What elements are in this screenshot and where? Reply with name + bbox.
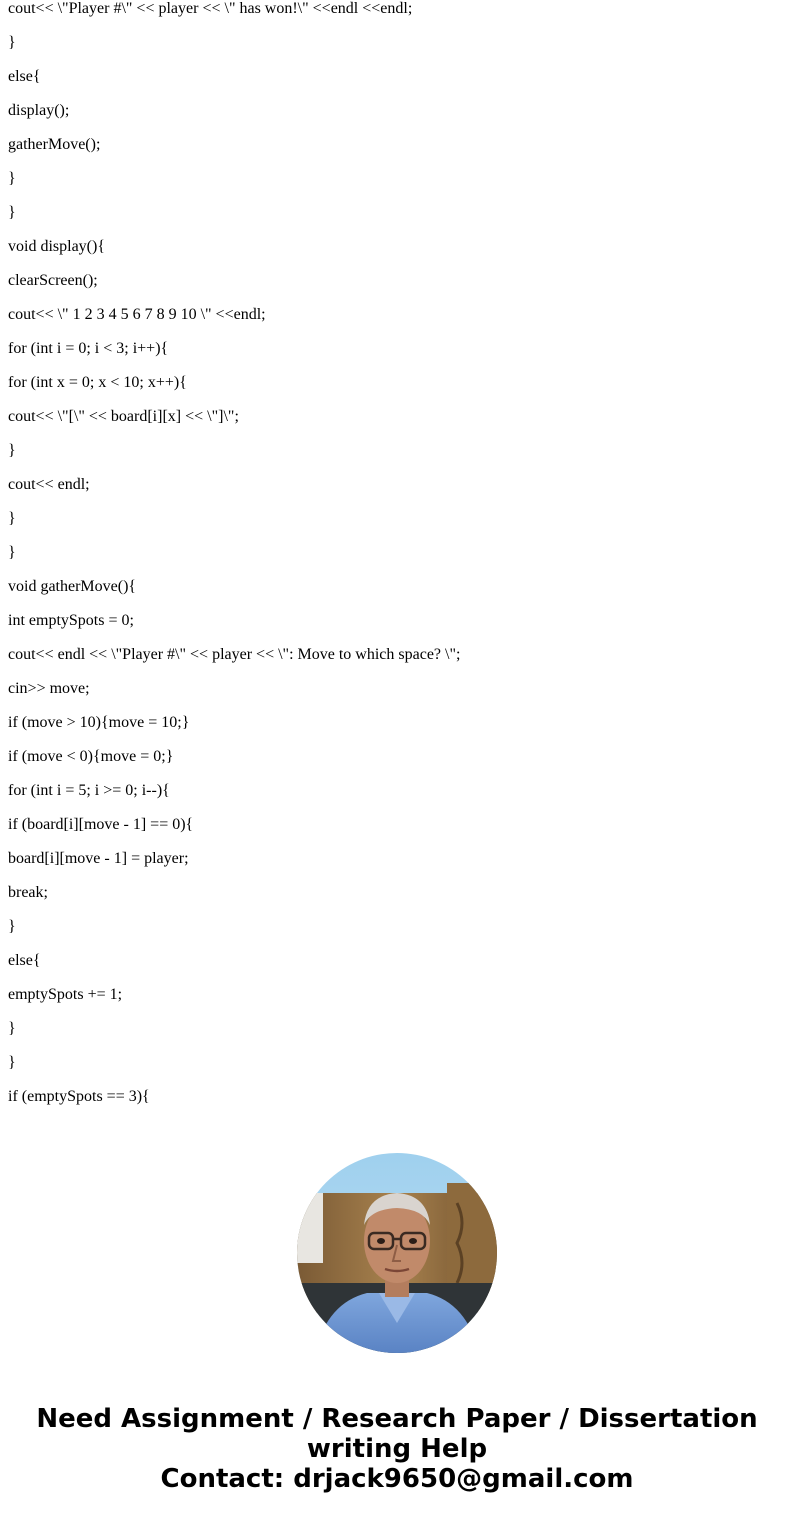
code-line: void display(){ [8, 238, 105, 255]
code-line: cout<< \" 1 2 3 4 5 6 7 8 9 10 \" <<endl; [8, 306, 266, 323]
code-line: } [8, 1054, 16, 1071]
code-line: cin>> move; [8, 680, 90, 697]
code-line: } [8, 544, 16, 561]
code-line: break; [8, 884, 48, 901]
code-line: else{ [8, 68, 41, 85]
code-line: int emptySpots = 0; [8, 612, 134, 629]
code-line: emptySpots += 1; [8, 986, 123, 1003]
code-line: if (board[i][move - 1] == 0){ [8, 816, 194, 833]
code-line: cout<< \"[\" << board[i][x] << \"]\"; [8, 408, 239, 425]
code-line: } [8, 510, 16, 527]
code-line: } [8, 170, 16, 187]
code-line: } [8, 34, 16, 51]
code-line: for (int x = 0; x < 10; x++){ [8, 374, 187, 391]
code-line: for (int i = 5; i >= 0; i--){ [8, 782, 170, 799]
code-line: } [8, 204, 16, 221]
promo-line-1: Need Assignment / Research Paper / Dissertation [36, 1404, 758, 1434]
code-line: cout<< endl << \"Player #\" << player << \": Move to which space? \"; [8, 646, 461, 663]
promo-contact: Contact: drjack9650@gmail.com [160, 1464, 634, 1494]
code-line: cout<< \"Player #\" << player << \" has won!\" <<endl <<endl; [8, 0, 413, 17]
avatar [297, 1153, 497, 1353]
code-line: if (move > 10){move = 10;} [8, 714, 190, 731]
code-line: board[i][move - 1] = player; [8, 850, 189, 867]
code-listing [8, 0, 788, 1122]
code-line: cout<< endl; [8, 476, 90, 493]
code-line: } [8, 442, 16, 459]
code-line: display(); [8, 102, 70, 119]
code-line: void gatherMove(){ [8, 578, 137, 595]
code-line: if (move < 0){move = 0;} [8, 748, 174, 765]
code-line: gatherMove(); [8, 136, 101, 153]
code-line: } [8, 1020, 16, 1037]
code-line: for (int i = 0; i < 3; i++){ [8, 340, 169, 357]
promo-line-2: writing Help [306, 1434, 488, 1464]
code-line: } [8, 918, 16, 935]
code-line: clearScreen(); [8, 272, 98, 289]
code-line: if (emptySpots == 3){ [8, 1088, 150, 1105]
contact-banner [0, 1404, 794, 1494]
code-line: else{ [8, 952, 41, 969]
